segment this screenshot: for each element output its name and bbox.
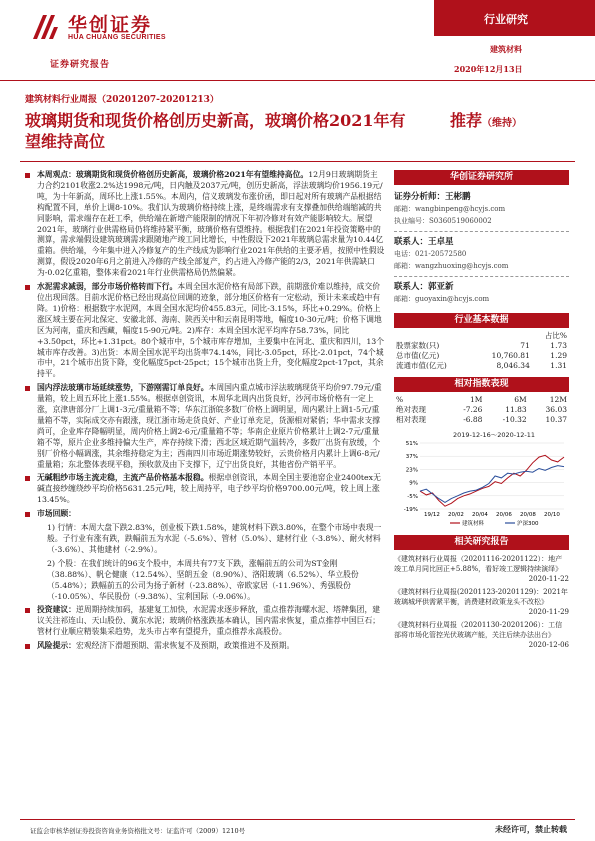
basic-data-title: 行业基本数据 bbox=[394, 313, 569, 328]
basic-col-header: 占比% bbox=[544, 331, 567, 340]
x-tick-label: 20/04 bbox=[472, 512, 488, 518]
row-pct: 1.31 bbox=[550, 361, 567, 370]
footer-notice: 未经许可，禁止转载 bbox=[495, 824, 567, 834]
col-header: 12M bbox=[549, 395, 567, 404]
cell: 36.03 bbox=[545, 405, 567, 414]
legend-label: 沪深300 bbox=[517, 521, 539, 527]
paragraph-glass bbox=[25, 383, 385, 470]
col-header: % bbox=[396, 395, 404, 404]
related-report-title: 《建筑材料行业周报（20201130-20201206）：工信部将市场化管控光伏玻璃产能，关注后续办法出台》 bbox=[394, 621, 563, 639]
report-type-label: 证券研究报告 bbox=[50, 60, 111, 70]
paragraph-head: 国内浮法玻璃市场延续涨势，下游刚需订单良好。 bbox=[37, 383, 209, 393]
y-tick-label: 51% bbox=[405, 441, 418, 447]
related-report-date: 2020-11-29 bbox=[528, 608, 569, 616]
divider bbox=[394, 231, 569, 232]
phone-label: 电话： bbox=[394, 250, 415, 258]
contact-label: 联系人： bbox=[394, 282, 429, 292]
cell: 10.37 bbox=[545, 415, 567, 424]
report-title: 玻璃期货和现货价格创历史新高，玻璃价格2021年有望维持高位 bbox=[25, 111, 406, 151]
table-row bbox=[394, 415, 569, 425]
email-label: 邮箱： bbox=[394, 295, 415, 303]
cell: -6.88 bbox=[463, 415, 483, 424]
analyst-label: 证券分析师： bbox=[394, 192, 446, 202]
analyst-name: 王彬鹏 bbox=[445, 192, 471, 202]
table-row bbox=[394, 351, 569, 361]
y-tick-label: 23% bbox=[405, 467, 418, 474]
logo-mark-icon bbox=[30, 12, 60, 42]
paragraph-risk bbox=[25, 641, 385, 652]
email-label: 邮箱： bbox=[394, 205, 415, 213]
contact-email[interactable]: guoyaxin@hcyjs.com bbox=[415, 295, 490, 303]
x-tick-label: 19/12 bbox=[424, 512, 440, 518]
rating-note: （维持） bbox=[482, 118, 523, 129]
rating bbox=[450, 108, 522, 131]
paragraph-head: 水泥需求减弱，部分市场价格转而下行。 bbox=[37, 282, 178, 292]
category-tag: 行业研究 bbox=[434, 0, 595, 36]
paragraph-text: 逆周期持续加码，基建复工加快，水泥需求逐步释放，重点推荐海螺水泥、塔牌集团，建议关注祁连山、天山股份、冀东水泥；玻璃价格涨跌基本确认，国内需求恢复，重点推荐中国巨石；管材行业顺应精装集采趋势，龙头市占率有望提升，重点推荐永高股份。 bbox=[37, 605, 381, 637]
logo-text-cn: 华创证券 bbox=[68, 14, 153, 36]
row-value: 71 bbox=[520, 341, 530, 350]
table-row bbox=[394, 341, 569, 351]
row-pct: 1.29 bbox=[550, 351, 567, 360]
paragraph-head: 风险提示： bbox=[37, 641, 76, 651]
row-value: 8,046.34 bbox=[496, 361, 530, 370]
sidebar bbox=[394, 170, 569, 653]
col-header: 1M bbox=[469, 395, 483, 404]
legend-label: 建筑材料 bbox=[462, 521, 485, 527]
x-tick-label: 20/02 bbox=[448, 512, 464, 518]
row-label: 相对表现 bbox=[396, 415, 426, 424]
chart-title: 2019-12-16～2020-12-11 bbox=[452, 431, 536, 439]
table-row bbox=[394, 361, 569, 371]
related-report-item[interactable] bbox=[394, 587, 569, 617]
header-divider bbox=[0, 80, 595, 81]
cell: 11.83 bbox=[505, 405, 527, 414]
cell: -7.26 bbox=[463, 405, 483, 414]
report-series: 建筑材料行业周报（20201207-20201213） bbox=[25, 95, 219, 105]
contact-label: 联系人： bbox=[394, 237, 429, 247]
y-tick-label: 37% bbox=[405, 454, 418, 461]
title-divider bbox=[20, 161, 575, 162]
paragraph-cement bbox=[25, 282, 385, 380]
y-tick-label: 9% bbox=[409, 480, 418, 487]
related-list bbox=[394, 554, 569, 650]
paragraph-text: 本周国内重点城市浮法玻璃现货平均价97.79元/重量箱，较上周五环比上涨1.55%。根据卓创资讯，本周华北周内出货良好，沙河市场价格有一定上涨，京津唐部分厂上调1-3元/重量箱不等；华东江浙皖多数厂价格上调明显，周内累计上调1-5元/重量箱不等，实际成交亦有跟涨，现江浙市场走货良好、产业订单充足，货源相对紧俏；华中需求支撑尚可，企业库存降幅明显，周内价格上调2-6元/重量箱不等；华南企业原片价格累计上调2-7元/重量箱不等，原片企业多维持偏大生产，库存持续下滑；西北区域近期气温转冷，多数厂出货有放缓，个别厂价格小幅调涨，其余维持稳定为主；西南四川市场近期涨势较好，云贵价格月内累计上调6-8元/重量箱；东北整体表现平稳，预收款及由下支撑下，辽宁出货良好，其他省份产销平平。 bbox=[37, 383, 382, 469]
paragraph-advice bbox=[25, 605, 385, 638]
performance-title: 相对指数表现 bbox=[394, 377, 569, 392]
basic-data-table bbox=[394, 331, 569, 371]
row-label: 股票家数(只) bbox=[396, 341, 440, 350]
row-label: 流通市值(亿元) bbox=[396, 361, 447, 370]
performance-table bbox=[394, 395, 569, 425]
divider bbox=[394, 276, 569, 277]
chart-legend bbox=[450, 519, 539, 527]
related-report-title: 《建筑材料行业周报（20201116-20201122）：地产竣工单月同比回正+5.88%，看好竣工逻辑持续演绎》 bbox=[394, 555, 563, 573]
x-tick-label: 20/10 bbox=[544, 512, 560, 518]
row-pct: 1.73 bbox=[550, 341, 567, 350]
analyst-cert: S0360519060002 bbox=[429, 217, 492, 225]
row-label: 绝对表现 bbox=[396, 405, 426, 414]
footer-cert: 证监会审核华创证券投资咨询业务资格批文号：证监许可（2009）1210号 bbox=[30, 827, 246, 835]
chart-y-axis bbox=[404, 441, 418, 513]
related-report-title: 《建筑材料行业周报(20201123-20201129)：2021年玻璃城坪供需紧平衡，消费建材政策龙头不改松》 bbox=[394, 588, 568, 606]
chart-x-axis bbox=[424, 512, 560, 518]
x-tick-label: 20/08 bbox=[520, 512, 536, 518]
y-tick-label: -5% bbox=[407, 493, 418, 500]
company-logo bbox=[30, 12, 200, 48]
paragraph-market-2: 2) 个股：在我们统计的96支个股中，本周共有77支下跌，涨幅前五的公司为ST金刚（38.88%）、帆仑健康（12.54%）、坚朗五金（8.90%）、洛阳玻璃（6.52%）、华立股份（5.48%）；跌幅前五的公司为扬子新材（-23.88%）、帝欧家居（-11.96%）、秀强股份（-10.05%）、华民股份（-9.38%）、宝利国际（-9.06%）。 bbox=[47, 558, 359, 601]
paragraph-text: 根据卓创资讯，本周全国主要池窑企业2400tex无碱直接纱缠绕纱平均价格5631.25元/吨，较上周持平，电子纱平均价格9700.00元/吨，较上周上涨13.45%。 bbox=[37, 473, 381, 505]
related-report-date: 2020-11-22 bbox=[528, 575, 569, 583]
main-content bbox=[25, 170, 385, 655]
email-label: 邮箱： bbox=[394, 262, 415, 270]
contact-email[interactable]: wangzhuoxing@hcyjs.com bbox=[415, 262, 509, 270]
paragraph-text: 12月9日玻璃期货主力合约2101收涨2.2%达1998元/吨，日内触及2037元/吨，创历史新高，浮法玻璃均价1956.19元/吨，为十年新高，周环比上涨1.55%。本周内，信义玻璃发布涨价函，即日起对所有玻璃产品根据结构配置不同，单价上调8-10%。我们认为玻璃价格持续上涨，是终端需求有支撑叠加供给端缩减的共同影响，需求端存在赶工季，供给端在新增产能限制的情况下年初冷修对有效产能影响较大。展望2021年，玻璃行业供需格局仍将维持紧平衡，玻璃价格有望维持。根据我们在2021年投资策略中的测算，需求端假设建筑玻璃需求跟随地产竣工同比增长，中性假设下2021年玻璃总需求量为10.44亿重箱。供给端，今年集中进入冷修复产的生产线成为影响行业2021年供给的主要矛盾，按照中性假设测算，假设2020年6月之前进入冷修的产线全部复产，约占进入冷修产能的2/3，2021年供需缺口为-0.02亿重箱，整体来看2021年行业供需格局仍然偏紧。 bbox=[37, 170, 385, 278]
related-report-item[interactable] bbox=[394, 620, 569, 650]
paragraph-head: 本周观点：玻璃期货和现货价格创历史新高，玻璃价格2021年有望维持高位。 bbox=[37, 170, 309, 179]
col-header: 6M bbox=[514, 395, 527, 404]
logo-text-en: HUA CHUANG SECURITIES bbox=[68, 34, 166, 41]
paragraph-text: 宏观经济下滑超预期、需求恢复不及预期，政策推进不及预期。 bbox=[75, 641, 295, 651]
page-header bbox=[0, 0, 595, 86]
contact-name: 王卓星 bbox=[428, 237, 454, 247]
team-title: 华创证券研究所 bbox=[394, 170, 569, 185]
y-tick-label: -19% bbox=[403, 507, 418, 513]
cert-label: 执业编号： bbox=[394, 217, 429, 225]
related-report-item[interactable] bbox=[394, 554, 569, 584]
paragraph-head: 无碱粗纱市场主流走稳，主流产品价格基本报稳。 bbox=[37, 473, 209, 483]
paragraph-market-head: 市场回顾： bbox=[25, 509, 385, 520]
paragraph-market-1: 1) 行情：本周大盘下跌2.83%，创业板下跌1.58%，建筑材料下跌3.80%，在整个市场中表现一般。子行业有涨有跌，跌幅前五为水泥（-5.6%）、管材（5.0%）、建材行业（-3.8%）、耐火材料（-3.6%）、其他建材（-2.9%）。 bbox=[47, 523, 382, 554]
footer-divider bbox=[20, 819, 575, 820]
chart-series bbox=[420, 455, 564, 506]
row-label: 总市值(亿元) bbox=[396, 351, 440, 360]
related-report-date: 2020-12-06 bbox=[528, 641, 569, 649]
series-line bbox=[420, 455, 564, 506]
report-date: 2020年12月13日 bbox=[454, 64, 523, 74]
paragraph-text: 本周全国水泥价格有局部下跌，前期涨价难以维持，成交价位出现回落。目前水泥价格已经出现高位回调的迹象，部分地区价格有一定松动，预计未来或趋中有降。1)价格：根据数字水泥网，本周全国水泥均价455.83元，同比-3.15%，环比+0.29%。价格上涨区域主要在河北保定、安徽北部、海南、陕西关中和云南昆明等地，幅度10-30元/吨；价格下调地区为河南，重庆和西藏，幅度15-90元/吨。2)库存：本周全国水泥平均库存58.73%，同比+3.50pct，环比+1.31pct。80个城市中，5个城市库存增加，主要集中在河北、重庆和四川，13个城市库存改善。3)出货：本周全国水泥平均出货率74.14%，同比-3.05pct，环比-2.01pct，74个城市中，21个城市出货下降，变化幅度5pct-25pct；15个城市出货上升，变化幅度2pct-17pct，其余持平。 bbox=[37, 282, 385, 379]
contact-phone: 021-20572580 bbox=[415, 250, 467, 258]
contact-name: 郭亚新 bbox=[428, 282, 454, 292]
performance-chart bbox=[394, 429, 569, 529]
x-tick-label: 20/06 bbox=[496, 512, 512, 518]
paragraph-view bbox=[25, 170, 385, 279]
cell: -10.32 bbox=[502, 415, 527, 424]
industry-label: 建筑材料 bbox=[490, 44, 522, 54]
table-row bbox=[394, 405, 569, 415]
paragraph-head: 投资建议： bbox=[37, 605, 76, 615]
rating-value: 推荐 bbox=[450, 111, 483, 130]
paragraph-fiber bbox=[25, 473, 385, 506]
analyst-block bbox=[394, 191, 569, 305]
row-value: 10,760.81 bbox=[491, 351, 530, 360]
analyst-email[interactable]: wangbinpeng@hcyjs.com bbox=[415, 205, 506, 213]
chart-grid bbox=[420, 443, 564, 509]
related-title: 相关研究报告 bbox=[394, 535, 569, 550]
